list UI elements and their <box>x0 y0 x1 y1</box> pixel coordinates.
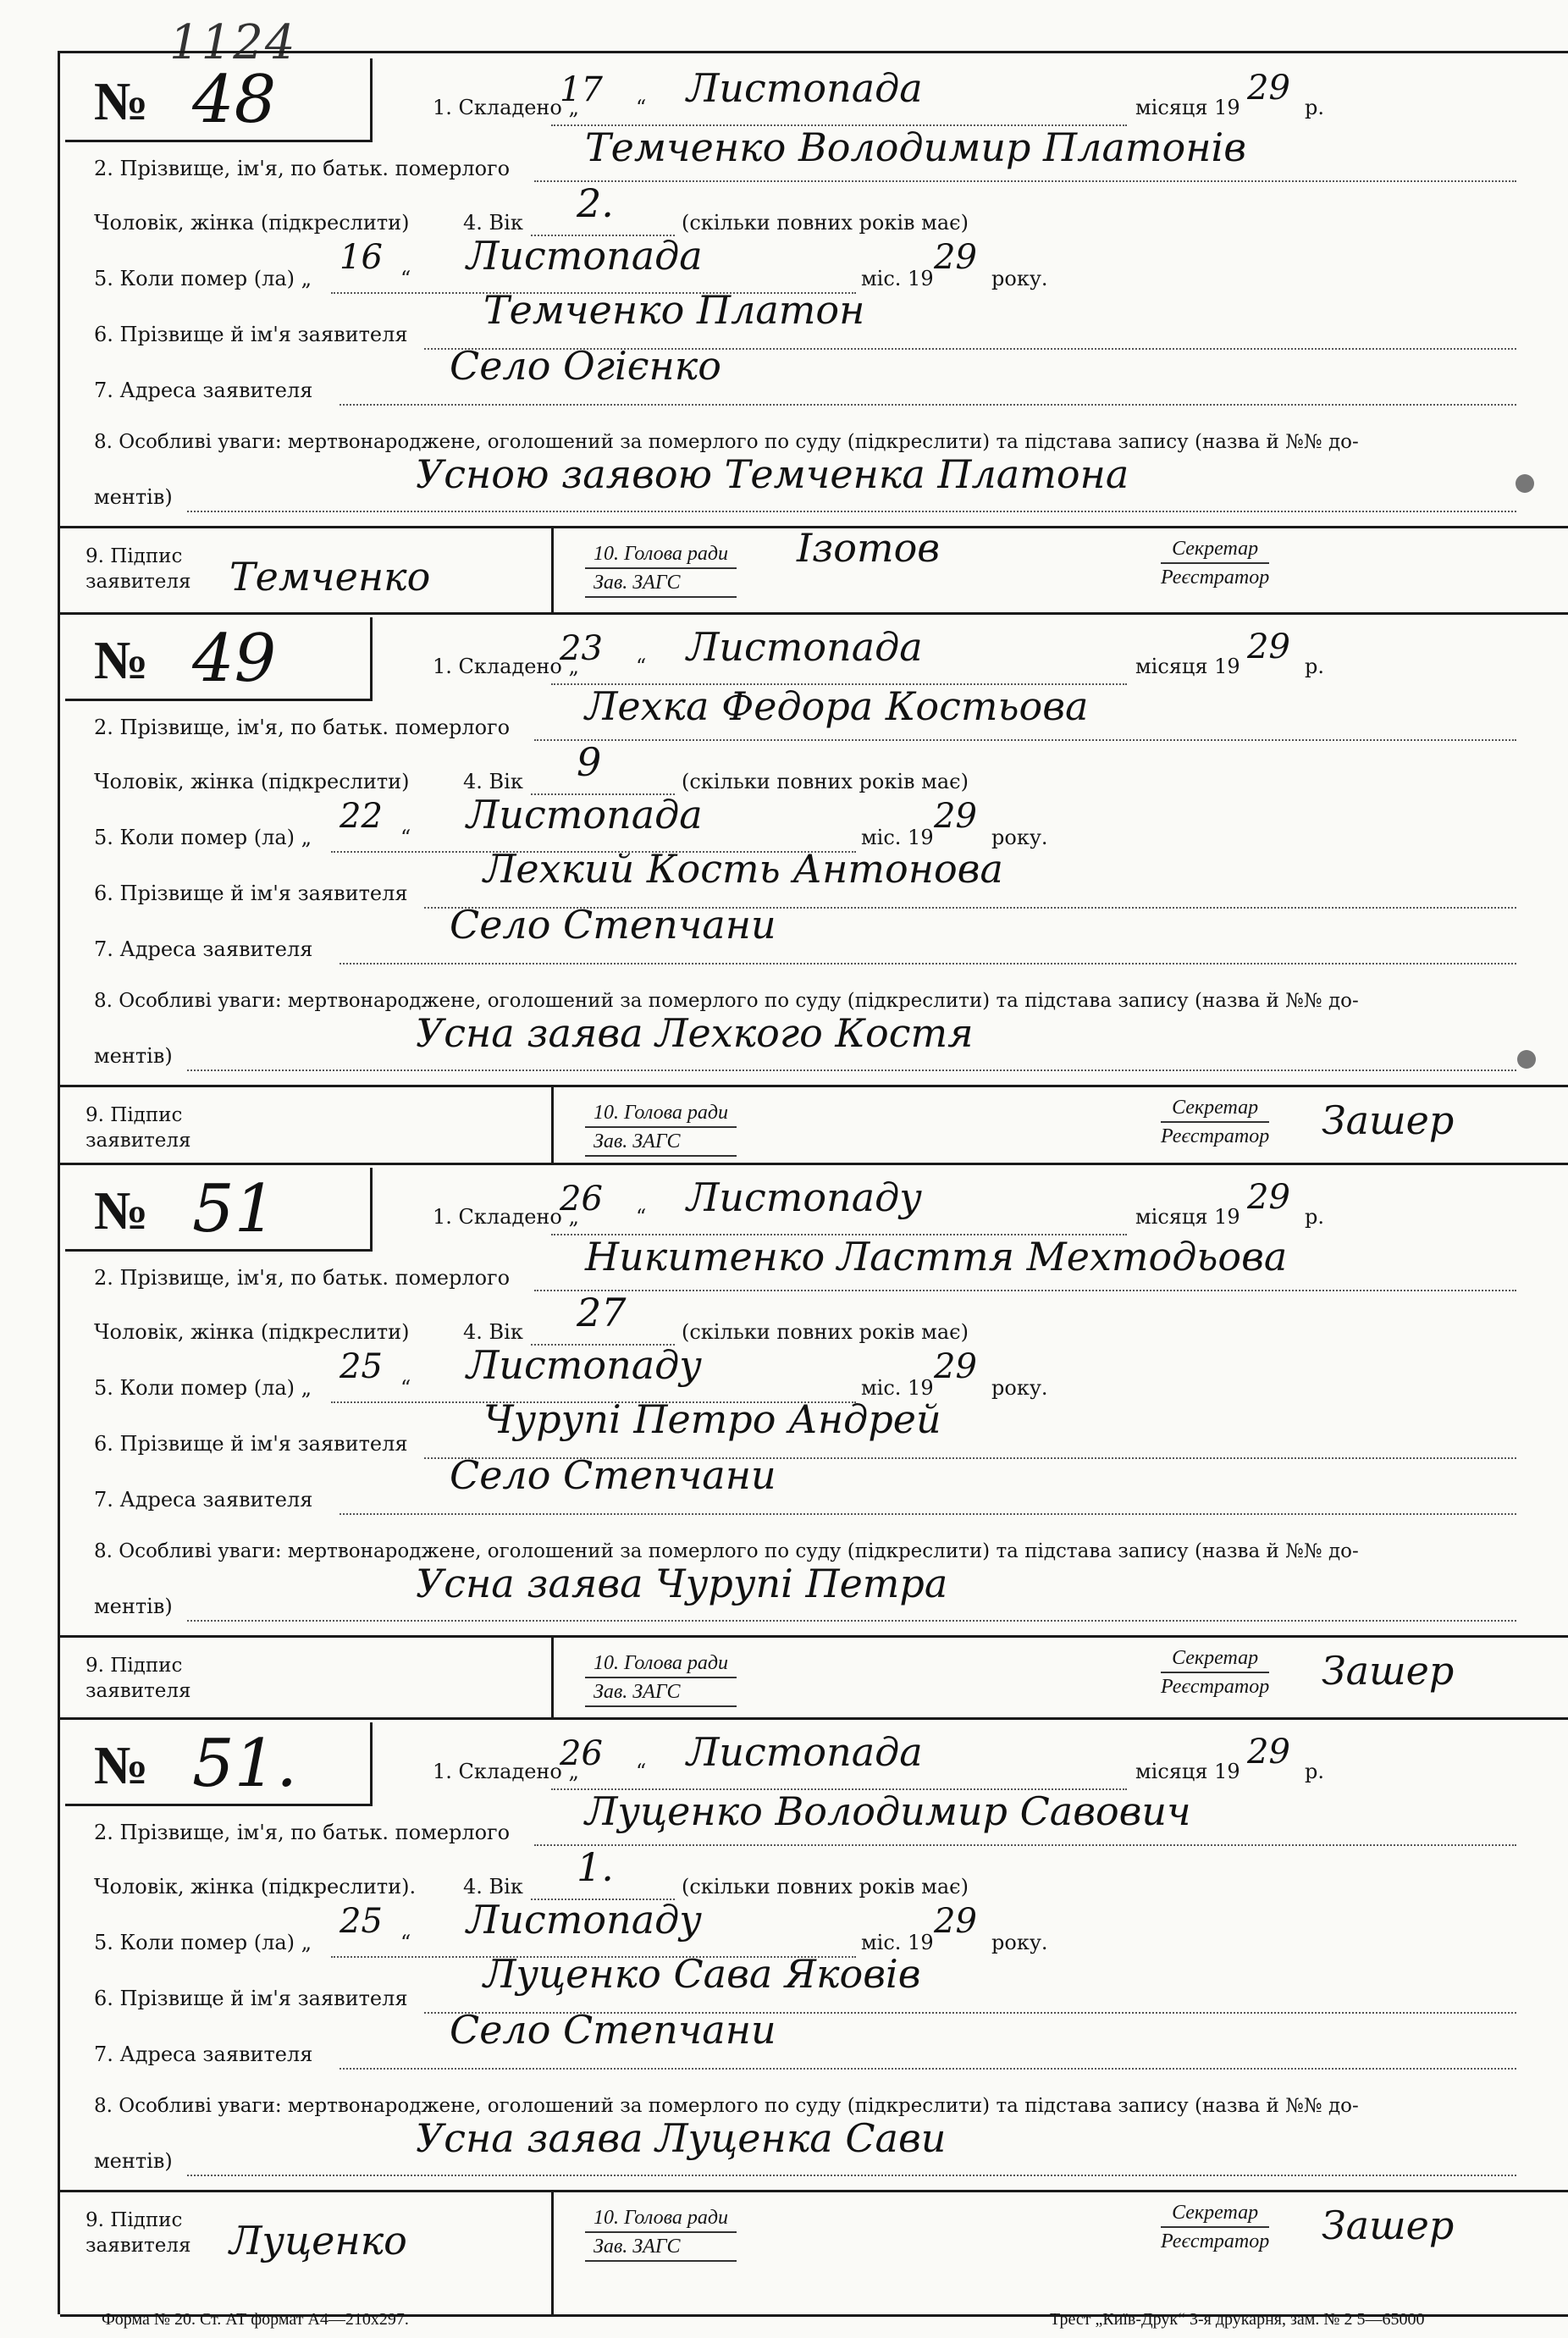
death-month: Листопада <box>467 233 703 279</box>
composed-month: Листопаду <box>687 1175 922 1220</box>
number-sign: № <box>94 1735 149 1795</box>
head-label: 10. Голова ради <box>585 1099 737 1128</box>
registrar-signature: Зашер <box>1322 2203 1455 2248</box>
composed-label: 1. Складено „ <box>433 1760 579 1783</box>
underline <box>534 1290 1516 1291</box>
death-day: 16 <box>340 238 383 277</box>
composed-day: 26 <box>560 1180 603 1219</box>
mis-label: міс. 19 <box>861 826 934 849</box>
special-notes-value: Усною заявою Темченка Платона <box>416 451 1129 497</box>
record-number: 51 <box>192 1171 277 1247</box>
head-signature: Ізотов <box>797 525 941 571</box>
year-suffix: р. <box>1305 1760 1324 1783</box>
signature-divider <box>551 1638 554 1720</box>
composed-year: 29 <box>1247 1733 1290 1771</box>
special-notes-value: Усна заява Чурупі Петра <box>416 1561 948 1606</box>
age-value: 1. <box>577 1844 614 1890</box>
composed-year: 29 <box>1247 1178 1290 1217</box>
declarant-address: Село Степчани <box>450 902 776 948</box>
quote-close: “ <box>636 1760 647 1783</box>
quote-close: “ <box>636 655 647 678</box>
record-number-box <box>65 58 373 142</box>
address-label: 7. Адреса заявителя <box>94 1488 313 1512</box>
head-of-council-label <box>585 1099 737 1157</box>
composed-label: 1. Складено „ <box>433 655 579 678</box>
deceased-label: 2. Прізвище, ім'я, по батьк. померлого <box>94 716 511 739</box>
death-record <box>60 612 1568 1165</box>
special-notes-label: 8. Особливі уваги: мертвонароджене, оголошений за померлого по суду (підкреслити) та підстава запису (назва й №№ до- <box>94 1540 1359 1562</box>
deceased-name: Лехка Федора Костьова <box>585 683 1089 729</box>
signature-divider <box>551 528 554 615</box>
record-number-box <box>65 617 373 701</box>
record-number: 48 <box>192 62 277 138</box>
age-label: 4. Вік <box>463 1875 523 1899</box>
declarant-signature: Луценко <box>229 2218 407 2263</box>
death-record <box>60 53 1568 615</box>
special-notes-label: 8. Особливі уваги: мертвонароджене, оголошений за померлого по суду (підкреслити) та підстава запису (назва й №№ до- <box>94 2095 1359 2117</box>
underline <box>187 2175 1516 2176</box>
mentiv-label: ментів) <box>94 2149 173 2173</box>
death-month: Листопада <box>467 792 703 837</box>
registrar-sublabel: Реєстратор <box>1161 1676 1270 1698</box>
head-label: 10. Голова ради <box>585 2204 737 2233</box>
special-notes-value: Усна заява Луценка Сави <box>416 2115 947 2161</box>
secretary-label: Секретар <box>1161 1644 1269 1673</box>
page-number-handwritten: 1124 <box>169 15 297 70</box>
signature-row <box>60 1085 1568 1165</box>
mis-label: міс. 19 <box>861 267 934 290</box>
death-record <box>60 1163 1568 1720</box>
death-year: 29 <box>934 1347 977 1386</box>
zags-label: Зав. ЗАГС <box>585 569 737 598</box>
roku-label: року. <box>991 1931 1048 1954</box>
declarant-label: 6. Прізвище й ім'я заявителя <box>94 1432 408 1456</box>
deceased-label: 2. Прізвище, ім'я, по батьк. померлого <box>94 1821 511 1844</box>
address-label: 7. Адреса заявителя <box>94 379 313 402</box>
record-number: 51. <box>192 1726 298 1802</box>
sign-label: 9. Підпис <box>86 545 183 567</box>
record-number-box <box>65 1722 373 1806</box>
secretary-label: Секретар <box>1161 1094 1269 1123</box>
declarant-signature-label <box>86 544 191 594</box>
age-note: (скільки повних років має) <box>682 1875 969 1899</box>
declarant-address: Село Степчани <box>450 2007 776 2053</box>
when-died-label: 5. Коли помер (ла) „ <box>94 1931 312 1954</box>
form-footer-left: Форма № 20. Ст. АТ формат А4—210х297. <box>102 2310 409 2329</box>
death-year: 29 <box>934 1902 977 1941</box>
deceased-label: 2. Прізвище, ім'я, по батьк. померлого <box>94 1266 511 1290</box>
signature-row <box>60 2190 1568 2317</box>
declarant-name: Чурупі Петро Андрей <box>483 1396 941 1442</box>
year-suffix: р. <box>1305 1205 1324 1229</box>
quote-close: “ <box>636 1205 647 1229</box>
registrar-sublabel: Реєстратор <box>1161 567 1270 589</box>
mentiv-label: ментів) <box>94 1044 173 1068</box>
mentiv-label: ментів) <box>94 1595 173 1618</box>
zags-label: Зав. ЗАГС <box>585 1128 737 1157</box>
month-word: місяця 19 <box>1135 655 1240 678</box>
age-note: (скільки повних років має) <box>682 1320 969 1344</box>
quote-close: “ <box>400 1376 411 1400</box>
age-value: 2. <box>577 180 614 226</box>
record-number-box <box>65 1168 373 1252</box>
month-word: місяця 19 <box>1135 96 1240 119</box>
death-day: 25 <box>340 1347 383 1386</box>
underline <box>187 1620 1516 1622</box>
address-label: 7. Адреса заявителя <box>94 937 313 961</box>
declarant-signature-label <box>86 1653 191 1704</box>
registrar-label <box>1161 1644 1269 1700</box>
deceased-name: Никитенко Ласття Мехтодьова <box>585 1234 1288 1280</box>
underline <box>340 2068 1516 2070</box>
special-notes-label: 8. Особливі уваги: мертвонароджене, оголошений за померлого по суду (підкреслити) та підстава запису (назва й №№ до- <box>94 990 1359 1012</box>
sign-sublabel: заявителя <box>86 1680 191 1702</box>
age-note: (скільки повних років має) <box>682 211 969 235</box>
sign-sublabel: заявителя <box>86 1130 191 1152</box>
composed-label: 1. Складено „ <box>433 1205 579 1229</box>
head-of-council-label <box>585 2204 737 2262</box>
number-sign: № <box>94 71 149 131</box>
mis-label: міс. 19 <box>861 1931 934 1954</box>
declarant-address: Село Огієнко <box>450 343 721 389</box>
underline <box>534 180 1516 182</box>
gender-note: Чоловік, жінка (підкреслити) <box>94 211 410 235</box>
registrar-sublabel: Реєстратор <box>1161 1125 1270 1147</box>
deceased-name: Темченко Володимир Платонів <box>585 124 1246 170</box>
signature-row <box>60 526 1568 615</box>
secretary-label: Секретар <box>1161 2199 1269 2228</box>
sign-label: 9. Підпис <box>86 2209 183 2231</box>
underline <box>187 1070 1516 1071</box>
paper-mark <box>1517 1050 1536 1069</box>
age-label: 4. Вік <box>463 770 523 793</box>
declarant-label: 6. Прізвище й ім'я заявителя <box>94 1987 408 2010</box>
composed-month: Листопада <box>687 65 923 111</box>
when-died-label: 5. Коли помер (ла) „ <box>94 1376 312 1400</box>
death-day: 25 <box>340 1902 383 1941</box>
roku-label: року. <box>991 267 1048 290</box>
head-of-council-label <box>585 1650 737 1707</box>
underline <box>534 1844 1516 1846</box>
registrar-signature: Зашер <box>1322 1648 1455 1694</box>
quote-close: “ <box>400 1931 411 1954</box>
registrar-sublabel: Реєстратор <box>1161 2230 1270 2252</box>
declarant-name: Лехкий Кость Антонова <box>483 846 1003 892</box>
quote-close: “ <box>400 267 411 290</box>
number-sign: № <box>94 1180 149 1241</box>
declarant-label: 6. Прізвище й ім'я заявителя <box>94 323 408 346</box>
special-notes-value: Усна заява Лехкого Костя <box>416 1010 974 1056</box>
underline <box>340 1513 1516 1515</box>
death-year: 29 <box>934 797 977 836</box>
number-sign: № <box>94 630 149 690</box>
year-suffix: р. <box>1305 96 1324 119</box>
roku-label: року. <box>991 826 1048 849</box>
death-record <box>60 1717 1568 2317</box>
month-word: місяця 19 <box>1135 1760 1240 1783</box>
composed-year: 29 <box>1247 69 1290 108</box>
registrar-label <box>1161 1094 1269 1150</box>
declarant-name: Луценко Сава Яковів <box>483 1951 921 1997</box>
death-month: Листопаду <box>467 1897 702 1943</box>
when-died-label: 5. Коли помер (ла) „ <box>94 826 312 849</box>
death-day: 22 <box>340 797 383 836</box>
sign-label: 9. Підпис <box>86 1655 183 1677</box>
age-note: (скільки повних років має) <box>682 770 969 793</box>
gender-note: Чоловік, жінка (підкреслити) <box>94 1320 410 1344</box>
declarant-signature-label <box>86 1103 191 1153</box>
registrar-label <box>1161 2199 1269 2255</box>
death-month: Листопаду <box>467 1342 702 1388</box>
age-label: 4. Вік <box>463 1320 523 1344</box>
signature-divider <box>551 1087 554 1165</box>
zags-label: Зав. ЗАГС <box>585 2233 737 2262</box>
quote-close: “ <box>636 96 647 119</box>
signature-divider <box>551 2192 554 2317</box>
declarant-signature-label <box>86 2208 191 2258</box>
quote-close: “ <box>400 826 411 849</box>
declarant-address: Село Степчани <box>450 1452 776 1498</box>
address-label: 7. Адреса заявителя <box>94 2042 313 2066</box>
composed-label: 1. Складено „ <box>433 96 579 119</box>
form-footer-right: Трест „Київ-Друк“ 3-я друкарня, зам. № 2 5—65000 <box>1050 2310 1425 2329</box>
head-of-council-label <box>585 540 737 598</box>
mentiv-label: ментів) <box>94 485 173 509</box>
month-word: місяця 19 <box>1135 1205 1240 1229</box>
signature-row <box>60 1635 1568 1720</box>
paper-mark <box>1516 474 1534 493</box>
roku-label: року. <box>991 1376 1048 1400</box>
age-value: 27 <box>577 1290 627 1335</box>
composed-day: 26 <box>560 1734 603 1773</box>
head-label: 10. Голова ради <box>585 540 737 569</box>
declarant-name: Темченко Платон <box>483 287 865 333</box>
underline <box>187 511 1516 512</box>
death-register-page <box>58 51 1568 2314</box>
composed-day: 17 <box>560 70 603 109</box>
special-notes-label: 8. Особливі уваги: мертвонароджене, оголошений за померлого по суду (підкреслити) та підстава запису (назва й №№ до- <box>94 431 1359 453</box>
year-suffix: р. <box>1305 655 1324 678</box>
composed-month: Листопада <box>687 1729 923 1775</box>
age-label: 4. Вік <box>463 211 523 235</box>
declarant-label: 6. Прізвище й ім'я заявителя <box>94 882 408 905</box>
death-year: 29 <box>934 238 977 277</box>
gender-note: Чоловік, жінка (підкреслити) <box>94 770 410 793</box>
deceased-name: Луценко Володимир Савович <box>585 1788 1191 1834</box>
sign-label: 9. Підпис <box>86 1104 183 1126</box>
sign-sublabel: заявителя <box>86 571 191 593</box>
sign-sublabel: заявителя <box>86 2235 191 2257</box>
composed-day: 23 <box>560 629 603 668</box>
registrar-signature: Зашер <box>1322 1097 1455 1143</box>
composed-month: Листопада <box>687 624 923 670</box>
declarant-signature: Темченко <box>229 554 431 600</box>
registrar-label <box>1161 535 1269 591</box>
age-value: 9 <box>577 739 602 785</box>
underline <box>340 404 1516 406</box>
underline <box>340 963 1516 964</box>
deceased-label: 2. Прізвище, ім'я, по батьк. померлого <box>94 157 511 180</box>
underline <box>534 739 1516 741</box>
composed-year: 29 <box>1247 627 1290 666</box>
mis-label: міс. 19 <box>861 1376 934 1400</box>
secretary-label: Секретар <box>1161 535 1269 564</box>
head-label: 10. Голова ради <box>585 1650 737 1678</box>
gender-note: Чоловік, жінка (підкреслити). <box>94 1875 417 1899</box>
record-number: 49 <box>192 621 277 697</box>
when-died-label: 5. Коли помер (ла) „ <box>94 267 312 290</box>
zags-label: Зав. ЗАГС <box>585 1678 737 1707</box>
